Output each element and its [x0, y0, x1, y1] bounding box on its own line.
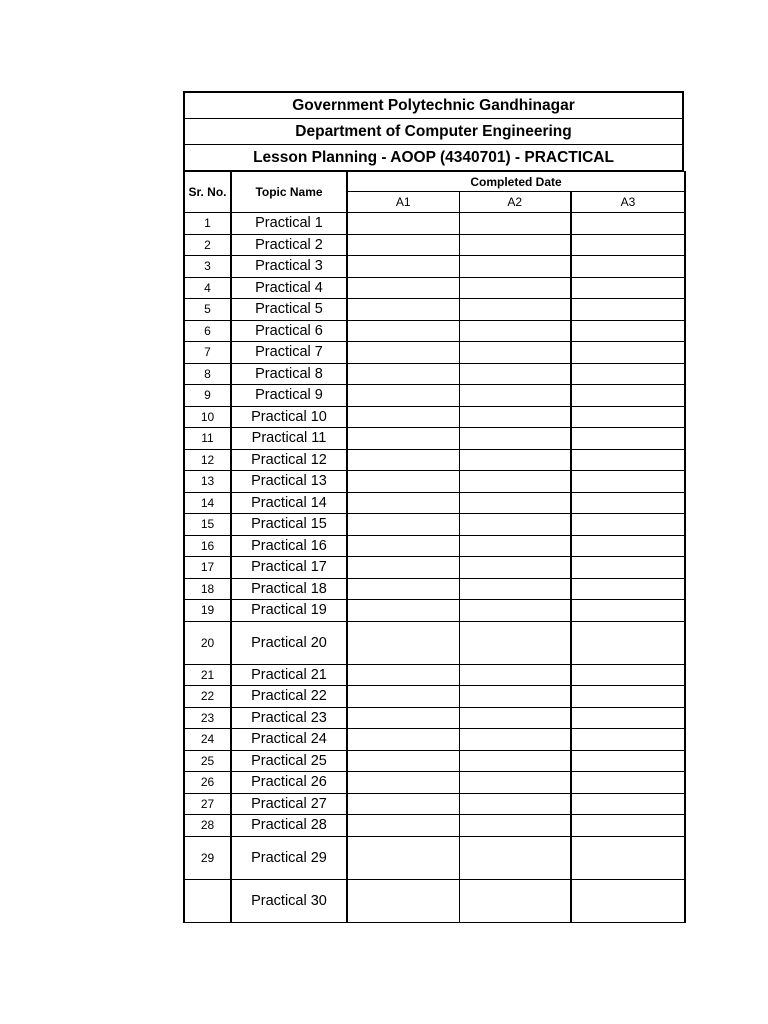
topic-name-cell: Practical 3	[231, 256, 347, 278]
completed-date-a1-cell[interactable]	[347, 535, 459, 557]
completed-date-a2-cell[interactable]	[459, 793, 571, 815]
table-row	[184, 729, 685, 751]
completed-date-a1-cell[interactable]	[347, 707, 459, 729]
completed-date-a1-cell[interactable]	[347, 277, 459, 299]
table-row	[184, 772, 685, 794]
table-row	[184, 363, 685, 385]
completed-date-a3-cell[interactable]	[571, 471, 685, 493]
table-row	[184, 707, 685, 729]
table-row	[184, 213, 685, 235]
completed-date-a3-cell[interactable]	[571, 750, 685, 772]
topic-name-cell: Practical 27	[231, 793, 347, 815]
completed-date-a3-cell[interactable]	[571, 363, 685, 385]
completed-date-a3-cell[interactable]	[571, 879, 685, 922]
table-row	[184, 299, 685, 321]
topic-name-cell: Practical 24	[231, 729, 347, 751]
sr-no-cell: 22	[184, 686, 231, 708]
header-sr-no: Sr. No.	[184, 172, 231, 213]
table-row	[184, 428, 685, 450]
topic-name-cell: Practical 28	[231, 815, 347, 837]
completed-date-a1-cell[interactable]	[347, 793, 459, 815]
sr-no-cell: 8	[184, 363, 231, 385]
sr-no-cell: 19	[184, 600, 231, 622]
completed-date-a1-cell[interactable]	[347, 320, 459, 342]
completed-date-a2-cell[interactable]	[459, 342, 571, 364]
completed-date-a2-cell[interactable]	[459, 750, 571, 772]
topic-name-cell: Practical 1	[231, 213, 347, 235]
completed-date-a2-cell[interactable]	[459, 320, 571, 342]
sr-no-cell: 10	[184, 406, 231, 428]
topic-name-cell: Practical 13	[231, 471, 347, 493]
topic-name-cell: Practical 15	[231, 514, 347, 536]
completed-date-a2-cell[interactable]	[459, 621, 571, 664]
sr-no-cell: 18	[184, 578, 231, 600]
table-body	[184, 213, 685, 923]
sr-no-cell: 27	[184, 793, 231, 815]
completed-date-a1-cell[interactable]	[347, 815, 459, 837]
completed-date-a3-cell[interactable]	[571, 449, 685, 471]
completed-date-a3-cell[interactable]	[571, 578, 685, 600]
completed-date-a1-cell[interactable]	[347, 836, 459, 879]
table-row	[184, 557, 685, 579]
sr-no-cell: 24	[184, 729, 231, 751]
topic-name-cell: Practical 21	[231, 664, 347, 686]
sr-no-cell: 3	[184, 256, 231, 278]
lesson-plan-sheet	[183, 91, 684, 923]
sr-no-cell: 11	[184, 428, 231, 450]
topic-name-cell: Practical 20	[231, 621, 347, 664]
sr-no-cell: 1	[184, 213, 231, 235]
table-row	[184, 256, 685, 278]
topic-name-cell: Practical 10	[231, 406, 347, 428]
completed-date-a2-cell[interactable]	[459, 406, 571, 428]
completed-date-a1-cell[interactable]	[347, 299, 459, 321]
topic-name-cell: Practical 2	[231, 234, 347, 256]
completed-date-a1-cell[interactable]	[347, 600, 459, 622]
completed-date-a2-cell[interactable]	[459, 686, 571, 708]
completed-date-a1-cell[interactable]	[347, 449, 459, 471]
table-row	[184, 600, 685, 622]
completed-date-a3-cell[interactable]	[571, 213, 685, 235]
completed-date-a2-cell[interactable]	[459, 664, 571, 686]
completed-date-a1-cell[interactable]	[347, 664, 459, 686]
completed-date-a3-cell[interactable]	[571, 535, 685, 557]
completed-date-a2-cell[interactable]	[459, 879, 571, 922]
completed-date-a1-cell[interactable]	[347, 406, 459, 428]
sr-no-cell: 4	[184, 277, 231, 299]
table-row	[184, 836, 685, 879]
sr-no-cell: 6	[184, 320, 231, 342]
completed-date-a2-cell[interactable]	[459, 277, 571, 299]
completed-date-a3-cell[interactable]	[571, 707, 685, 729]
table-row	[184, 578, 685, 600]
table-row	[184, 815, 685, 837]
completed-date-a2-cell[interactable]	[459, 600, 571, 622]
completed-date-a1-cell[interactable]	[347, 750, 459, 772]
sr-no-cell: 5	[184, 299, 231, 321]
topic-name-cell: Practical 25	[231, 750, 347, 772]
sr-no-cell: 13	[184, 471, 231, 493]
completed-date-a2-cell[interactable]	[459, 234, 571, 256]
completed-date-a2-cell[interactable]	[459, 707, 571, 729]
completed-date-a3-cell[interactable]	[571, 686, 685, 708]
completed-date-a2-cell[interactable]	[459, 578, 571, 600]
completed-date-a2-cell[interactable]	[459, 428, 571, 450]
sr-no-cell: 16	[184, 535, 231, 557]
completed-date-a1-cell[interactable]	[347, 363, 459, 385]
sr-no-cell: 14	[184, 492, 231, 514]
completed-date-a1-cell[interactable]	[347, 213, 459, 235]
completed-date-a3-cell[interactable]	[571, 836, 685, 879]
completed-date-a1-cell[interactable]	[347, 385, 459, 407]
completed-date-a1-cell[interactable]	[347, 621, 459, 664]
completed-date-a3-cell[interactable]	[571, 385, 685, 407]
table-row	[184, 342, 685, 364]
completed-date-a1-cell[interactable]	[347, 471, 459, 493]
table-row	[184, 449, 685, 471]
topic-name-cell: Practical 16	[231, 535, 347, 557]
completed-date-a3-cell[interactable]	[571, 772, 685, 794]
completed-date-a1-cell[interactable]	[347, 729, 459, 751]
topic-name-cell: Practical 12	[231, 449, 347, 471]
completed-date-a2-cell[interactable]	[459, 449, 571, 471]
sr-no-cell: 17	[184, 557, 231, 579]
completed-date-a3-cell[interactable]	[571, 600, 685, 622]
completed-date-a3-cell[interactable]	[571, 621, 685, 664]
completed-date-a2-cell[interactable]	[459, 256, 571, 278]
title-block	[183, 91, 684, 171]
completed-date-a1-cell[interactable]	[347, 772, 459, 794]
completed-date-a1-cell[interactable]	[347, 492, 459, 514]
topic-name-cell: Practical 18	[231, 578, 347, 600]
department-title: Department of Computer Engineering	[185, 119, 682, 145]
sr-no-cell: 29	[184, 836, 231, 879]
topic-name-cell: Practical 23	[231, 707, 347, 729]
table-row	[184, 514, 685, 536]
topic-name-cell: Practical 9	[231, 385, 347, 407]
completed-date-a2-cell[interactable]	[459, 471, 571, 493]
topic-name-cell: Practical 19	[231, 600, 347, 622]
sr-no-cell: 21	[184, 664, 231, 686]
completed-date-a3-cell[interactable]	[571, 256, 685, 278]
completed-date-a2-cell[interactable]	[459, 815, 571, 837]
completed-date-a3-cell[interactable]	[571, 234, 685, 256]
completed-date-a2-cell[interactable]	[459, 213, 571, 235]
topic-name-cell: Practical 6	[231, 320, 347, 342]
topic-name-cell: Practical 11	[231, 428, 347, 450]
sr-no-cell: 7	[184, 342, 231, 364]
completed-date-a2-cell[interactable]	[459, 299, 571, 321]
completed-date-a3-cell[interactable]	[571, 428, 685, 450]
completed-date-a3-cell[interactable]	[571, 729, 685, 751]
header-a3: A3	[571, 192, 685, 213]
practical-table	[183, 171, 686, 923]
completed-date-a2-cell[interactable]	[459, 557, 571, 579]
sr-no-cell: 2	[184, 234, 231, 256]
table-row	[184, 406, 685, 428]
completed-date-a1-cell[interactable]	[347, 578, 459, 600]
table-row	[184, 664, 685, 686]
sr-no-cell: 26	[184, 772, 231, 794]
topic-name-cell: Practical 30	[231, 879, 347, 922]
topic-name-cell: Practical 26	[231, 772, 347, 794]
table-row	[184, 277, 685, 299]
completed-date-a1-cell[interactable]	[347, 234, 459, 256]
completed-date-a2-cell[interactable]	[459, 363, 571, 385]
completed-date-a2-cell[interactable]	[459, 836, 571, 879]
table-row	[184, 471, 685, 493]
completed-date-a2-cell[interactable]	[459, 772, 571, 794]
sr-no-cell: 15	[184, 514, 231, 536]
sr-no-cell: 23	[184, 707, 231, 729]
completed-date-a2-cell[interactable]	[459, 729, 571, 751]
completed-date-a1-cell[interactable]	[347, 686, 459, 708]
header-a1: A1	[347, 192, 459, 213]
table-row	[184, 879, 685, 922]
topic-name-cell: Practical 8	[231, 363, 347, 385]
completed-date-a3-cell[interactable]	[571, 557, 685, 579]
topic-name-cell: Practical 5	[231, 299, 347, 321]
completed-date-a3-cell[interactable]	[571, 342, 685, 364]
sr-no-cell: 20	[184, 621, 231, 664]
completed-date-a3-cell[interactable]	[571, 514, 685, 536]
completed-date-a3-cell[interactable]	[571, 320, 685, 342]
completed-date-a2-cell[interactable]	[459, 514, 571, 536]
completed-date-a3-cell[interactable]	[571, 406, 685, 428]
sr-no-cell	[184, 879, 231, 922]
completed-date-a2-cell[interactable]	[459, 492, 571, 514]
header-a2: A2	[459, 192, 571, 213]
completed-date-a1-cell[interactable]	[347, 428, 459, 450]
completed-date-a2-cell[interactable]	[459, 535, 571, 557]
completed-date-a1-cell[interactable]	[347, 256, 459, 278]
sr-no-cell: 25	[184, 750, 231, 772]
table-row	[184, 750, 685, 772]
table-row	[184, 234, 685, 256]
header-topic-name: Topic Name	[231, 172, 347, 213]
table-row	[184, 686, 685, 708]
completed-date-a3-cell[interactable]	[571, 815, 685, 837]
table-row	[184, 793, 685, 815]
completed-date-a2-cell[interactable]	[459, 385, 571, 407]
topic-name-cell: Practical 14	[231, 492, 347, 514]
completed-date-a3-cell[interactable]	[571, 299, 685, 321]
table-row	[184, 621, 685, 664]
topic-name-cell: Practical 4	[231, 277, 347, 299]
institute-title: Government Polytechnic Gandhinagar	[185, 93, 682, 119]
sr-no-cell: 12	[184, 449, 231, 471]
completed-date-a1-cell[interactable]	[347, 879, 459, 922]
completed-date-a1-cell[interactable]	[347, 342, 459, 364]
completed-date-a1-cell[interactable]	[347, 514, 459, 536]
table-row	[184, 492, 685, 514]
table-row	[184, 535, 685, 557]
completed-date-a3-cell[interactable]	[571, 664, 685, 686]
sr-no-cell: 28	[184, 815, 231, 837]
topic-name-cell: Practical 22	[231, 686, 347, 708]
sr-no-cell: 9	[184, 385, 231, 407]
completed-date-a1-cell[interactable]	[347, 557, 459, 579]
lesson-plan-title: Lesson Planning - AOOP (4340701) - PRACTICAL	[253, 148, 614, 166]
table-row	[184, 385, 685, 407]
completed-date-a3-cell[interactable]	[571, 277, 685, 299]
topic-name-cell: Practical 29	[231, 836, 347, 879]
topic-name-cell: Practical 17	[231, 557, 347, 579]
completed-date-a3-cell[interactable]	[571, 793, 685, 815]
completed-date-a3-cell[interactable]	[571, 492, 685, 514]
topic-name-cell: Practical 7	[231, 342, 347, 364]
header-completed-date: Completed Date	[347, 172, 685, 192]
table-row	[184, 320, 685, 342]
